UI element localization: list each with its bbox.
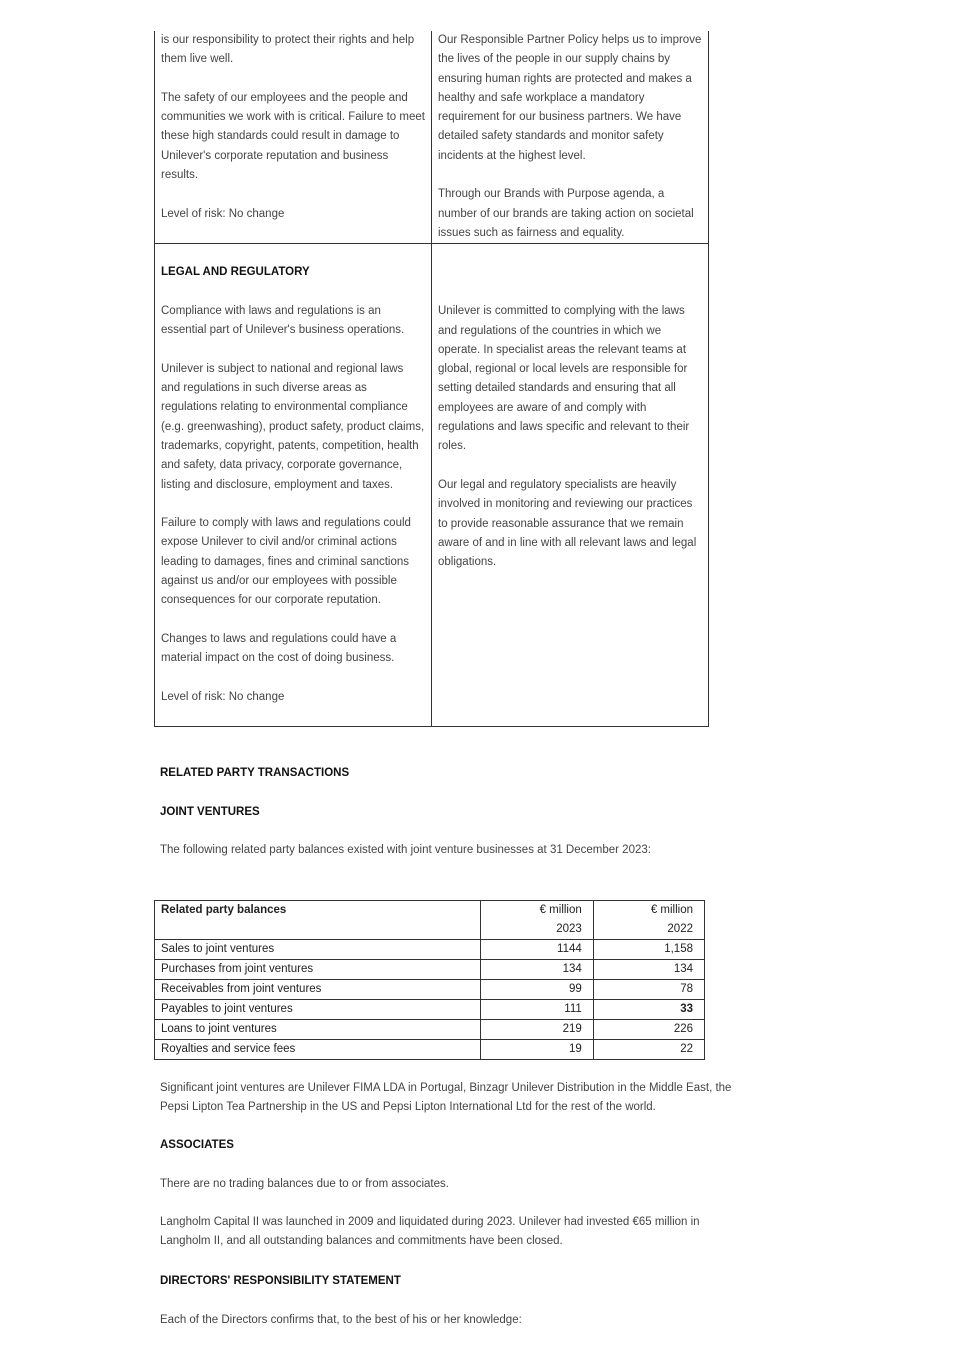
row-label: Royalties and service fees xyxy=(155,1040,481,1060)
table-header-label: Related party balances xyxy=(155,901,481,940)
risk-paragraph: Failure to comply with laws and regulations could expose Unilever to civil and/or criminal actions leading to damages, fines and criminal sanctions against us and/or our employees with possible consequences for our corporate reputation. xyxy=(161,517,411,607)
row-label: Sales to joint ventures xyxy=(155,940,481,960)
risk-row-legal xyxy=(155,244,709,727)
risk-paragraph: The safety of our employees and the people and communities we work with is critical. Failure to meet these high standards could result in damage to Unilever's corporate reputation and business results. xyxy=(161,91,425,182)
table-row xyxy=(155,1020,705,1040)
year-label: 2023 xyxy=(556,923,582,935)
value-2023: 111 xyxy=(480,1000,593,1020)
value-2022: 33 xyxy=(593,1000,704,1020)
response-paragraph: Our legal and regulatory specialists are heavily involved in monitoring and reviewing our practices to provide reasonable assurance that we remain aware of and in line with all relevant laws and legal obligations. xyxy=(438,478,697,569)
table-row xyxy=(155,980,705,1000)
joint-ventures-heading: JOINT VENTURES xyxy=(160,806,260,818)
related-party-heading: RELATED PARTY TRANSACTIONS xyxy=(160,767,350,779)
joint-ventures-intro: The following related party balances existed with joint venture businesses at 31 December 2023: xyxy=(160,844,651,856)
row-label: Loans to joint ventures xyxy=(155,1020,481,1040)
risk-row-human-rights xyxy=(155,31,709,244)
table-row xyxy=(155,1040,705,1060)
value-2023: 99 xyxy=(480,980,593,1000)
directors-intro: Each of the Directors confirms that, to the best of his or her knowledge: xyxy=(160,1314,522,1326)
row-label: Payables to joint ventures xyxy=(155,1000,481,1020)
risk-paragraph: is our responsibility to protect their rights and help them live well. xyxy=(161,34,415,66)
value-2022: 22 xyxy=(593,1040,704,1060)
value-2022: 1,158 xyxy=(593,940,704,960)
risk-level: Level of risk: No change xyxy=(161,690,285,703)
response-paragraph: Unilever is committed to complying with the laws and regulations of the countries in which we operate. In specialist areas the relevant teams at global, regional or local levels are responsible for setting detailed standards and ensuring that all employees are aware of and comply with regulations and laws specific and relevant to their roles. xyxy=(438,305,690,453)
table-row xyxy=(155,960,705,980)
risk-paragraph: Unilever is subject to national and regional laws and regulations in such diverse areas as regulations relating to environmental compliance (e.g. greenwashing), product safety, product claims, trademarks, copyright, patents, competition, health and safety, data privacy, corporate governance, listing and disclosure, employment and taxes. xyxy=(161,362,425,491)
risk-description-cell xyxy=(155,31,432,244)
risk-response-cell xyxy=(432,31,709,244)
table-header-row xyxy=(155,901,705,940)
associates-heading: ASSOCIATES xyxy=(160,1139,234,1151)
risk-response-cell xyxy=(432,244,709,727)
value-2023: 134 xyxy=(480,960,593,980)
risk-description-cell xyxy=(155,244,432,727)
value-2023: 219 xyxy=(480,1020,593,1040)
value-2023: 19 xyxy=(480,1040,593,1060)
table-header-2023 xyxy=(480,901,593,940)
value-2023: 1144 xyxy=(480,940,593,960)
unit-label: € million xyxy=(650,904,693,916)
langholm-text: Langholm Capital II was launched in 2009 and liquidated during 2023. Unilever had invested €65 million in Langholm II, and all outstanding balances and commitments have been closed. xyxy=(160,1216,700,1248)
table-row xyxy=(155,1000,705,1020)
response-paragraph: Our Responsible Partner Policy helps us to improve the lives of the people in our supply chains by ensuring human rights are protected and makes a healthy and safe workplace a mandatory requirement for our business partners. We have detailed safety standards and monitor safety incidents at the highest level. xyxy=(438,34,702,162)
row-label: Purchases from joint ventures xyxy=(155,960,481,980)
risk-table xyxy=(154,31,709,727)
significant-jv-text: Significant joint ventures are Unilever FIMA LDA in Portugal, Binzagr Unilever Distribution in the Middle East, the Pepsi Lipton Tea Partnership in the US and Pepsi Lipton International Ltd for the rest of the world. xyxy=(160,1082,732,1114)
table-row xyxy=(155,940,705,960)
value-2022: 78 xyxy=(593,980,704,1000)
associates-text: There are no trading balances due to or from associates. xyxy=(160,1178,449,1190)
response-paragraph: Through our Brands with Purpose agenda, a number of our brands are taking action on societal issues such as fairness and equality. xyxy=(438,188,694,239)
risk-heading: LEGAL AND REGULATORY xyxy=(161,266,310,279)
year-label: 2022 xyxy=(667,923,693,935)
value-2022: 134 xyxy=(593,960,704,980)
table-header-2022 xyxy=(593,901,704,940)
unit-label: € million xyxy=(539,904,582,916)
related-party-balances-table xyxy=(154,900,705,1060)
risk-paragraph: Compliance with laws and regulations is an essential part of Unilever's business operations. xyxy=(161,304,405,337)
value-2022: 226 xyxy=(593,1020,704,1040)
risk-level: Level of risk: No change xyxy=(161,207,285,220)
row-label: Receivables from joint ventures xyxy=(155,980,481,1000)
directors-heading: DIRECTORS' RESPONSIBILITY STATEMENT xyxy=(160,1275,401,1287)
risk-paragraph: Changes to laws and regulations could have a material impact on the cost of doing business. xyxy=(161,632,397,665)
